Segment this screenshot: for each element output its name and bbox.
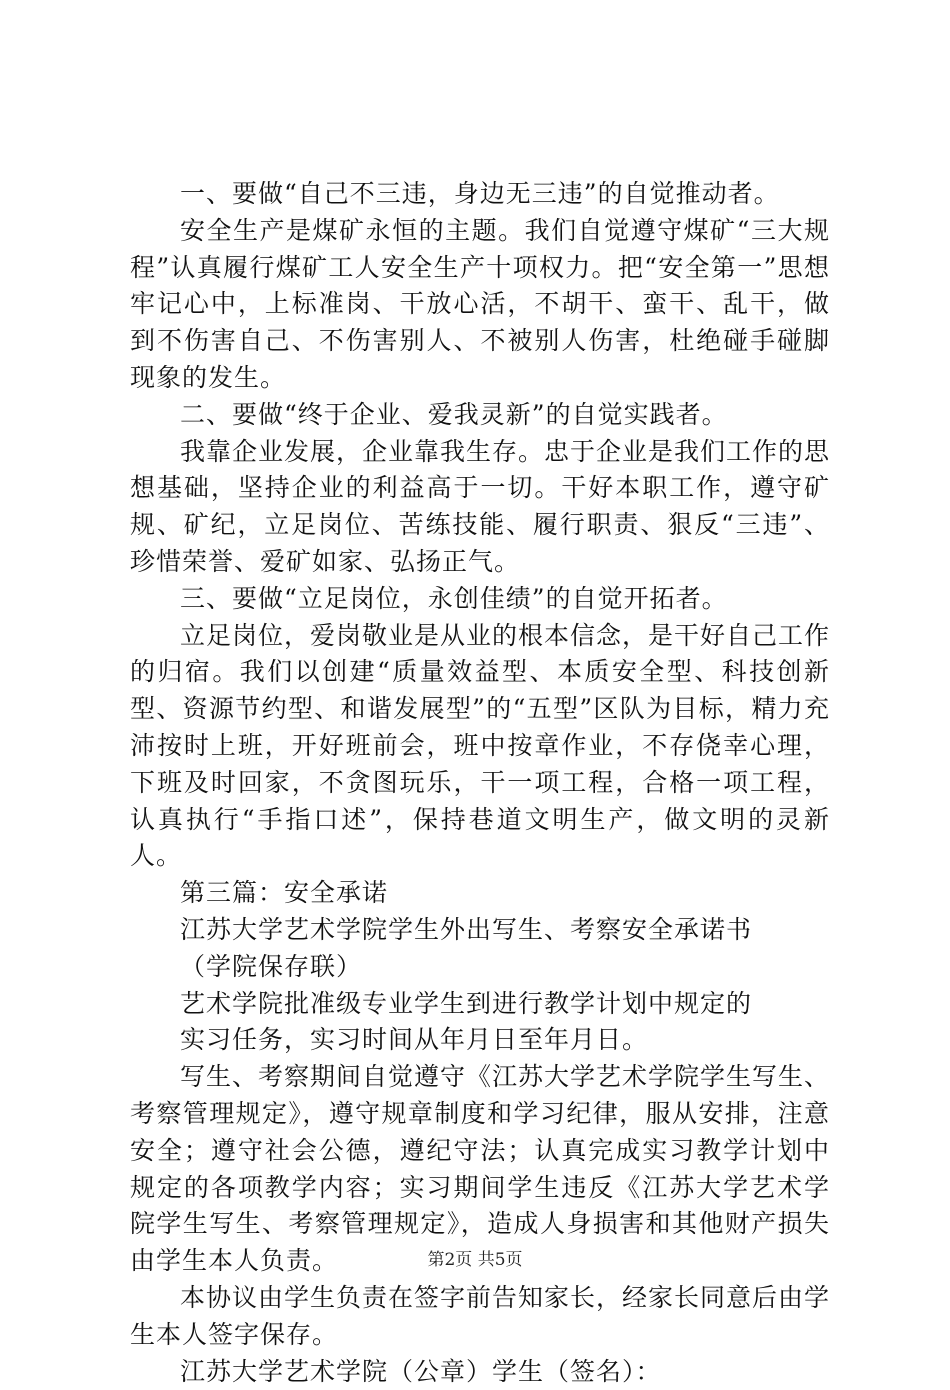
heading-two: 二、要做“终于企业、爱我灵新”的自觉实践者。	[130, 397, 830, 434]
pledge-approval-line: 艺术学院批准级专业学生到进行教学计划中规定的	[130, 986, 830, 1023]
heading-one: 一、要做“自己不三违，身边无三违”的自觉推动者。	[130, 176, 830, 213]
document-body	[130, 176, 830, 1390]
heading-three: 三、要做“立足岗位，永创佳绩”的自觉开拓者。	[130, 581, 830, 618]
page-number: 第2页 共5页	[0, 1245, 950, 1270]
paragraph-rules: 写生、考察期间自觉遵守《江苏大学艺术学院学生写生、考察管理规定》，遵守规章制度和学习纪律，服从安排，注意安全；遵守社会公德，遵纪守法；认真完成实习教学计划中规定的各项教学内容；实习期间学生违反《江苏大学艺术学院学生写生、考察管理规定》，造成人身损害和其他财产损失由学生本人负责。	[130, 1059, 830, 1280]
pledge-copy-label: （学院保存联）	[130, 949, 830, 986]
paragraph-safety-production: 安全生产是煤矿永恒的主题。我们自觉遵守煤矿“三大规程”认真履行煤矿工人安全生产十项权力。把“安全第一”思想牢记心中，上标准岗、干放心活，不胡干、蛮干、乱干，做到不伤害自己、不伤害别人、不被别人伤害，杜绝碰手碰脚现象的发生。	[130, 213, 830, 397]
pledge-period-line: 实习任务，实习时间从年月日至年月日。	[130, 1022, 830, 1059]
section-title: 第三篇：安全承诺	[130, 875, 830, 912]
paragraph-loyalty: 我靠企业发展，企业靠我生存。忠于企业是我们工作的思想基础，坚持企业的利益高于一切。干好本职工作，遵守矿规、矿纪，立足岗位、苦练技能、履行职责、狠反“三违”、珍惜荣誉、爱矿如家、弘扬正气。	[130, 434, 830, 581]
paragraph-agreement: 本协议由学生负责在签字前告知家长，经家长同意后由学生本人签字保存。	[130, 1280, 830, 1354]
paragraph-post: 立足岗位，爱岗敬业是从业的根本信念，是干好自己工作的归宿。我们以创建“质量效益型、本质安全型、科技创新型、资源节约型、和谐发展型”的“五型”区队为目标，精力充沛按时上班，开好班前会，班中按章作业，不存侥幸心理，下班及时回家，不贪图玩乐，干一项工程，合格一项工程，认真执行“手指口述”，保持巷道文明生产，做文明的灵新人。	[130, 618, 830, 876]
signature-line: 江苏大学艺术学院（公章）学生（签名）：	[130, 1354, 830, 1390]
pledge-title: 江苏大学艺术学院学生外出写生、考察安全承诺书	[130, 912, 830, 949]
